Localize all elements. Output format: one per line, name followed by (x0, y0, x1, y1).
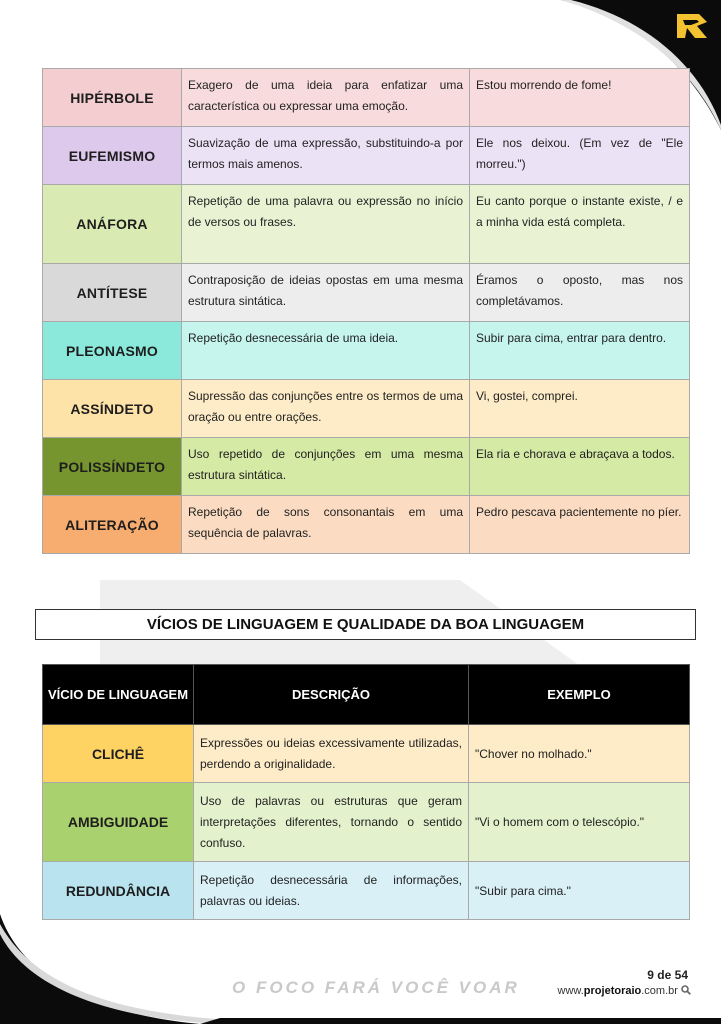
table-row (43, 380, 690, 438)
term-cell: ALITERAÇÃO (43, 496, 182, 554)
example-cell: Vi, gostei, comprei. (470, 380, 690, 438)
raio-logo-icon (673, 8, 713, 44)
page-number: 9 de 54 (647, 968, 688, 982)
description-cell: Uso repetido de conjunções em uma mesma estrutura sintática. (182, 438, 470, 496)
table-row (43, 725, 690, 783)
table-row (43, 185, 690, 264)
header-description: DESCRIÇÃO (194, 665, 469, 725)
description-cell: Repetição de sons consonantais em uma sequência de palavras. (182, 496, 470, 554)
example-cell: Pedro pescava pacientemente no píer. (470, 496, 690, 554)
description-cell: Expressões ou ideias excessivamente utilizadas, perdendo a originalidade. (194, 725, 469, 783)
table-row (43, 127, 690, 185)
corner-decoration-bottom (0, 914, 721, 1024)
description-cell: Supressão das conjunções entre os termos de uma oração ou entre orações. (182, 380, 470, 438)
term-cell: ASSÍNDETO (43, 380, 182, 438)
term-cell: HIPÉRBOLE (43, 69, 182, 127)
description-cell: Uso de palavras ou estruturas que geram interpretações diferentes, tornando o sentido confuso. (194, 783, 469, 862)
term-cell: CLICHÊ (43, 725, 194, 783)
header-vice: VÍCIO DE LINGUAGEM (43, 665, 194, 725)
example-cell: Subir para cima, entrar para dentro. (470, 322, 690, 380)
table-row (43, 322, 690, 380)
table-row (43, 496, 690, 554)
table-row (43, 862, 690, 920)
language-vices-table (42, 664, 690, 920)
description-cell: Repetição de uma palavra ou expressão no início de versos ou frases. (182, 185, 470, 264)
site-name: projetoraio (583, 985, 642, 997)
term-cell: AMBIGUIDADE (43, 783, 194, 862)
site-link[interactable] (558, 985, 691, 997)
term-cell: POLISSÍNDETO (43, 438, 182, 496)
slogan: O FOCO FARÁ VOCÊ VOAR (232, 978, 520, 997)
header-example: EXEMPLO (469, 665, 690, 725)
description-cell: Repetição desnecessária de uma ideia. (182, 322, 470, 380)
example-cell: Estou morrendo de fome! (470, 69, 690, 127)
description-cell: Suavização de uma expressão, substituindo-a por termos mais amenos. (182, 127, 470, 185)
site-suffix: .com.br (641, 985, 678, 997)
section-title: VÍCIOS DE LINGUAGEM E QUALIDADE DA BOA LINGUAGEM (35, 609, 696, 640)
term-cell: PLEONASMO (43, 322, 182, 380)
term-cell: ANÁFORA (43, 185, 182, 264)
example-cell: Éramos o oposto, mas nos completávamos. (470, 264, 690, 322)
table-row (43, 264, 690, 322)
example-cell: "Subir para cima." (469, 862, 690, 920)
description-cell: Exagero de uma ideia para enfatizar uma característica ou expressar uma emoção. (182, 69, 470, 127)
search-icon (681, 985, 691, 995)
table-row (43, 783, 690, 862)
example-cell: Eu canto porque o instante existe, / e a minha vida está completa. (470, 185, 690, 264)
description-cell: Contraposição de ideias opostas em uma mesma estrutura sintática. (182, 264, 470, 322)
example-cell: "Vi o homem com o telescópio." (469, 783, 690, 862)
description-cell: Repetição desnecessária de informações, palavras ou ideias. (194, 862, 469, 920)
example-cell: "Chover no molhado." (469, 725, 690, 783)
term-cell: EUFEMISMO (43, 127, 182, 185)
table-row (43, 69, 690, 127)
table-row (43, 438, 690, 496)
example-cell: Ela ria e chorava e abraçava a todos. (470, 438, 690, 496)
example-cell: Ele nos deixou. (Em vez de "Ele morreu.") (470, 127, 690, 185)
term-cell: ANTÍTESE (43, 264, 182, 322)
site-prefix: www. (557, 985, 584, 997)
table-header-row (43, 665, 690, 725)
term-cell: REDUNDÂNCIA (43, 862, 194, 920)
figures-of-speech-table (42, 68, 690, 554)
